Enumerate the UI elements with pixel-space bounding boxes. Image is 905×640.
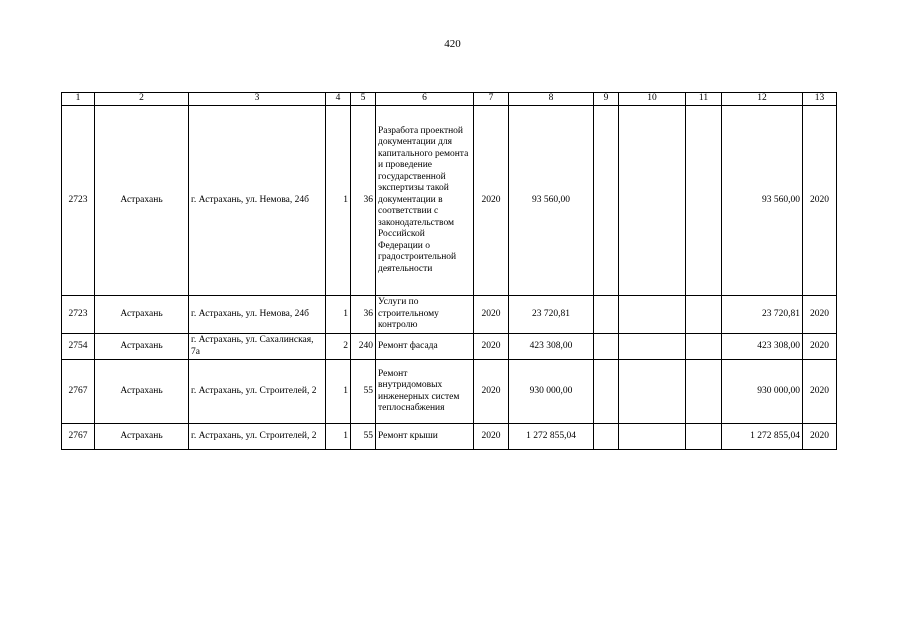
end-year-cell: 2020 xyxy=(803,334,837,360)
year-cell: 2020 xyxy=(474,424,509,450)
object-id-cell: 2767 xyxy=(62,424,95,450)
cost-cell: 23 720,81 xyxy=(509,296,594,334)
column-header: 10 xyxy=(619,93,686,106)
column-header: 13 xyxy=(803,93,837,106)
column-header: 3 xyxy=(189,93,326,106)
year-cell: 2020 xyxy=(474,360,509,424)
work-type-cell: Услуги по строительному контролю xyxy=(376,296,474,334)
city-cell: Астрахань xyxy=(95,424,189,450)
end-year-cell: 2020 xyxy=(803,360,837,424)
column-header: 12 xyxy=(722,93,803,106)
address-cell: г. Астрахань, ул. Немова, 24б xyxy=(189,296,326,334)
col5-cell: 55 xyxy=(351,424,376,450)
col11-cell xyxy=(686,106,722,296)
address-cell: г. Астрахань, ул. Сахалинская, 7а xyxy=(189,334,326,360)
register-table xyxy=(61,92,837,450)
object-id-cell: 2767 xyxy=(62,360,95,424)
page-number: 420 xyxy=(444,38,461,50)
col4-cell: 1 xyxy=(326,360,351,424)
col9-cell xyxy=(594,424,619,450)
total-cost-cell: 930 000,00 xyxy=(722,360,803,424)
city-cell: Астрахань xyxy=(95,334,189,360)
col4-cell: 1 xyxy=(326,424,351,450)
column-header: 9 xyxy=(594,93,619,106)
cost-cell: 423 308,00 xyxy=(509,334,594,360)
column-header: 4 xyxy=(326,93,351,106)
total-cost-cell: 23 720,81 xyxy=(722,296,803,334)
col5-cell: 240 xyxy=(351,334,376,360)
address-cell: г. Астрахань, ул. Немова, 24б xyxy=(189,106,326,296)
table-row xyxy=(62,424,837,450)
work-type-cell: Ремонт внутридомовых инженерных систем теплоснабжения xyxy=(376,360,474,424)
col4-cell: 1 xyxy=(326,296,351,334)
work-type-cell: Ремонт крыши xyxy=(376,424,474,450)
column-header: 5 xyxy=(351,93,376,106)
col4-cell: 2 xyxy=(326,334,351,360)
col10-cell xyxy=(619,334,686,360)
col9-cell xyxy=(594,106,619,296)
col5-cell: 36 xyxy=(351,106,376,296)
work-type-cell: Ремонт фасада xyxy=(376,334,474,360)
cost-cell: 1 272 855,04 xyxy=(509,424,594,450)
end-year-cell: 2020 xyxy=(803,106,837,296)
year-cell: 2020 xyxy=(474,334,509,360)
col10-cell xyxy=(619,360,686,424)
year-cell: 2020 xyxy=(474,106,509,296)
table-row xyxy=(62,360,837,424)
col10-cell xyxy=(619,296,686,334)
col10-cell xyxy=(619,106,686,296)
object-id-cell: 2754 xyxy=(62,334,95,360)
header-row xyxy=(62,93,837,106)
end-year-cell: 2020 xyxy=(803,296,837,334)
col5-cell: 36 xyxy=(351,296,376,334)
col11-cell xyxy=(686,360,722,424)
col4-cell: 1 xyxy=(326,106,351,296)
object-id-cell: 2723 xyxy=(62,296,95,334)
city-cell: Астрахань xyxy=(95,106,189,296)
address-cell: г. Астрахань, ул. Строителей, 2 xyxy=(189,424,326,450)
col9-cell xyxy=(594,360,619,424)
object-id-cell: 2723 xyxy=(62,106,95,296)
cost-cell: 930 000,00 xyxy=(509,360,594,424)
total-cost-cell: 423 308,00 xyxy=(722,334,803,360)
col5-cell: 55 xyxy=(351,360,376,424)
column-header: 6 xyxy=(376,93,474,106)
total-cost-cell: 1 272 855,04 xyxy=(722,424,803,450)
total-cost-cell: 93 560,00 xyxy=(722,106,803,296)
table-row xyxy=(62,296,837,334)
col9-cell xyxy=(594,334,619,360)
col10-cell xyxy=(619,424,686,450)
col11-cell xyxy=(686,296,722,334)
column-header: 7 xyxy=(474,93,509,106)
table-row xyxy=(62,106,837,296)
city-cell: Астрахань xyxy=(95,360,189,424)
address-cell: г. Астрахань, ул. Строителей, 2 xyxy=(189,360,326,424)
table-row xyxy=(62,334,837,360)
year-cell: 2020 xyxy=(474,296,509,334)
col9-cell xyxy=(594,296,619,334)
column-header: 11 xyxy=(686,93,722,106)
cost-cell: 93 560,00 xyxy=(509,106,594,296)
work-type-cell: Разработа проектной документации для капитального ремонта и проведение государственной экспертизы такой документации в соответствии с законодательством Российской Федерации о градостроительной деятельности xyxy=(376,106,474,296)
col11-cell xyxy=(686,334,722,360)
column-header: 8 xyxy=(509,93,594,106)
end-year-cell: 2020 xyxy=(803,424,837,450)
col11-cell xyxy=(686,424,722,450)
city-cell: Астрахань xyxy=(95,296,189,334)
column-header: 2 xyxy=(95,93,189,106)
column-header: 1 xyxy=(62,93,95,106)
